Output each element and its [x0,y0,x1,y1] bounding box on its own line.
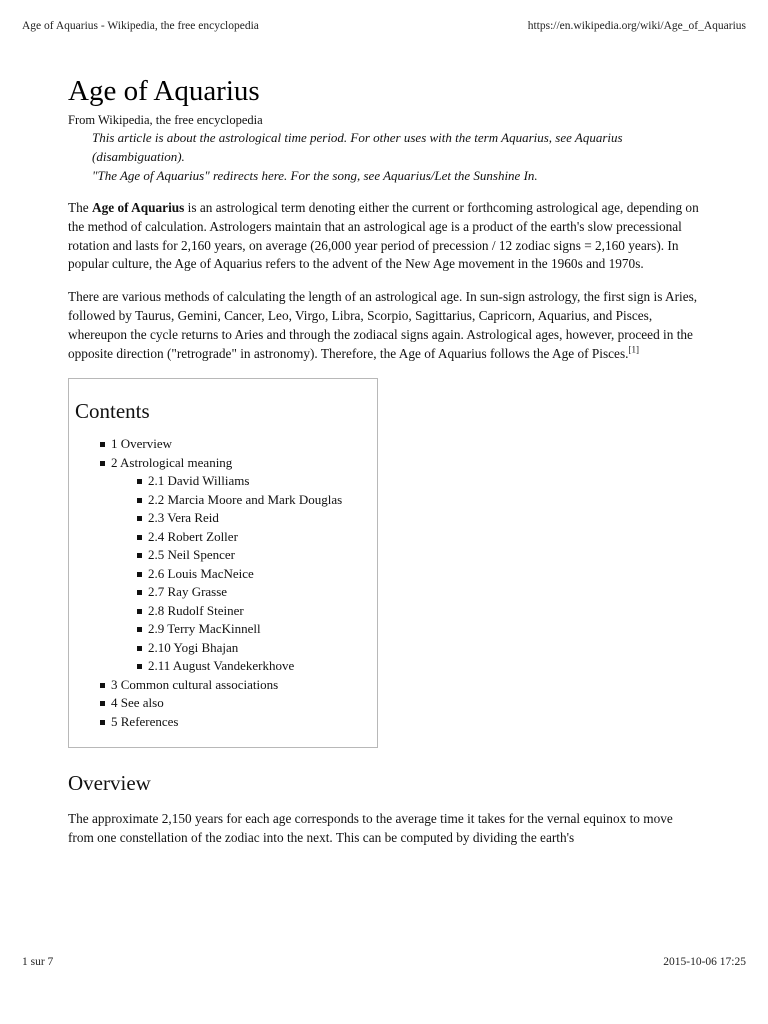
toc-subitem[interactable] [111,491,377,510]
toc-subitem[interactable] [111,639,377,658]
toc-subitem-label[interactable]: 2.6 Louis MacNeice [148,565,254,581]
print-footer [22,956,746,968]
article-content [68,74,700,848]
toc-subitem-label[interactable]: 2.10 Yogi Bhajan [148,639,239,655]
page-title: Age of Aquarius [68,75,260,107]
toc-item-label[interactable]: 4 See also [111,695,164,711]
intro-body: is an astrological term denoting either the current or forthcoming astrological age, depending on the method of calculation. Astrologers maintain that an astrological age is a product of the earth's slow precessional rotation and lasts for 2,160 years, on average (26,000 year period of precession / 12 zodiac signs = 2,160 years). In popular culture, the Age of Aquarius refers to the advent of the New Age movement in the 1960s and 1970s. [68,200,699,272]
toc-item-label[interactable]: 5 References [111,713,179,729]
bullet-icon [100,701,105,706]
toc-item-astrological-meaning[interactable] [75,454,377,676]
toc-subitem-label[interactable]: 2.11 August Vandekerkhove [148,658,295,674]
toc-heading: Contents [75,399,150,424]
toc-subitem[interactable] [111,602,377,621]
bullet-icon [100,442,105,447]
bullet-icon [137,590,142,595]
bullet-icon [137,627,142,632]
bullet-icon [137,646,142,651]
bullet-icon [137,572,142,577]
bullet-icon [100,461,105,466]
intro-lead: The [68,200,92,215]
bullet-icon [137,664,142,669]
bullet-icon [137,479,142,484]
table-of-contents [68,378,378,748]
toc-subitem[interactable] [111,472,377,491]
tagline: From Wikipedia, the free encyclopedia [68,113,263,127]
toc-subitem-label[interactable]: 2.9 Terry MacKinnell [148,621,261,637]
hatnote-disambiguation: This article is about the astrological time period. For other uses with the term Aquarius, see Aquarius (disambiguation). [92,130,623,164]
toc-item-label[interactable]: 3 Common cultural associations [111,676,279,692]
toc-subitem[interactable] [111,509,377,528]
bullet-icon [100,683,105,688]
toc-subitem-label[interactable]: 2.7 Ray Grasse [148,584,228,600]
toc-subitem[interactable] [111,620,377,639]
toc-subitem-label[interactable]: 2.1 David Williams [148,473,250,489]
toc-item-label[interactable]: 1 Overview [111,436,173,452]
section-heading-overview: Overview [68,771,151,796]
intro-term: Age of Aquarius [92,200,185,215]
toc-subitem-label[interactable]: 2.8 Rudolf Steiner [148,602,244,618]
toc-subitem[interactable] [111,657,377,676]
page-number: 1 sur 7 [22,956,54,968]
document-title: Age of Aquarius - Wikipedia, the free encyclopedia [22,20,259,32]
toc-list [75,435,377,731]
bullet-icon [137,498,142,503]
intro-paragraph [68,199,700,274]
toc-subitem[interactable] [111,565,377,584]
print-header [22,20,746,32]
toc-subitem-label[interactable]: 2.4 Robert Zoller [148,528,238,544]
toc-sublist [111,472,377,676]
toc-item-references[interactable] [75,713,377,732]
bullet-icon [137,516,142,521]
print-datetime: 2015-10-06 17:25 [663,956,746,968]
bullet-icon [137,553,142,558]
toc-item-label[interactable]: 2 Astrological meaning [111,454,233,470]
page-url[interactable]: https://en.wikipedia.org/wiki/Age_of_Aquarius [527,20,746,32]
toc-subitem[interactable] [111,546,377,565]
hatnote-redirect: "The Age of Aquarius" redirects here. For the song, see Aquarius/Let the Sunshine In. [92,168,538,183]
toc-item-overview[interactable] [75,435,377,454]
bullet-icon [137,609,142,614]
overview-paragraph: The approximate 2,150 years for each age corresponds to the average time it takes for the vernal equinox to move from one constellation of the zodiac into the next. This can be computed by dividing the earth's [68,811,673,846]
toc-subitem-label[interactable]: 2.5 Neil Spencer [148,547,236,563]
toc-subitem[interactable] [111,528,377,547]
toc-item-cultural-associations[interactable] [75,676,377,695]
methods-body: There are various methods of calculating the length of an astrological age. In sun-sign astrology, the first sign is Aries, followed by Taurus, Gemini, Cancer, Leo, Virgo, Libra, Scorpio, Sagittarius, Capricorn, Aquarius, and Pisces, whereupon the cycle returns to Aries and through the zodiacal signs again. Astrological ages, however, proceed in the opposite direction ("retrograde" in astronomy). Therefore, the Age of Aquarius follows the Age of Pisces. [68,289,698,361]
toc-subitem-label[interactable]: 2.3 Vera Reid [148,510,219,526]
toc-subitem-label[interactable]: 2.2 Marcia Moore and Mark Douglas [148,491,343,507]
reference-link[interactable]: [1] [628,344,639,355]
bullet-icon [137,535,142,540]
bullet-icon [100,720,105,725]
methods-paragraph [68,288,700,363]
toc-subitem[interactable] [111,583,377,602]
toc-item-see-also[interactable] [75,694,377,713]
